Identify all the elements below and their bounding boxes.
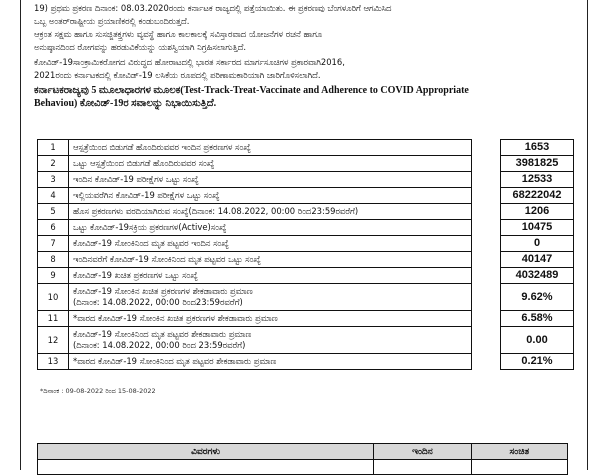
row-gap [472, 172, 501, 188]
intro-paragraph-1 [34, 2, 578, 27]
intro-line-5: ಕೋವಿಡ್-19ಸಾಂಕ್ರಾಮಿಕರೋಗದ ವಿರುದ್ಧದ ಹೋರಾಟದಲ್ಲಿ ಭಾರತ ಸರ್ಕಾರದ ಮಾರ್ಗಸೂಚಿಗಳ ಪ್ರಕಾರವಾಗಿ2016, [34, 57, 345, 67]
row-gap [472, 140, 501, 156]
row-label-line-2: (ದಿನಾಂಕ: 14.08.2022, 00:00 ರಿಂದ 23:59ರವರೆಗೆ) [73, 340, 246, 350]
row-label: *ವಾರದ ಕೋವಿಡ್-19 ಸೋಂಕಿನ ಖಚಿತ ಪ್ರಕರಣಗಳ ಶೇಕಡಾವಾರು ಪ್ರಮಾಣ [69, 311, 472, 327]
row-label: ಆಸ್ಪತ್ರೆಯಿಂದ ಬಿಡುಗಡೆ ಹೊಂದಿರುವವರ ಇಂದಿನ ಪ್ರಕರಣಗಳ ಸಂಖ್ಯೆ [69, 140, 472, 156]
intro-line-2: ಒಬ್ಬ ಅಂತರ್‌ರಾಷ್ಟ್ರೀಯ ಪ್ರಯಾಣಿಕರಲ್ಲಿ ಕಂಡುಬಂದಿರುತ್ತದೆ. [34, 15, 190, 26]
row-number: 13 [38, 354, 69, 370]
date-range-footnote: *ದಿನಾಂಕ : 09-08-2022 ರಿಂದ 15-08-2022 [40, 387, 156, 395]
table-row [38, 284, 574, 311]
row-number: 2 [38, 156, 69, 172]
row-label-line-2: (ದಿನಾಂಕ: 14.08.2022, 00:00 ರಿಂದ23:59ರವರೆಗೆ) [73, 297, 243, 307]
row-gap [472, 204, 501, 220]
table-row [38, 354, 574, 370]
table-row [38, 327, 574, 354]
intro-line-1: 19) ಪ್ರಥಮ ಪ್ರಕರಣ ದಿನಾಂಕ: 08.03.2020ರಂದು ಕರ್ನಾಟಕ ರಾಜ್ಯದಲ್ಲಿ ಪತ್ತೆಯಾಯಿತು. ಈ ಪ್ರಕರಣವು ಬೆಂಗಳೂರಿಗೆ ಆಗಮಿಸಿದ [34, 3, 392, 13]
row-value: 0.21% [501, 354, 574, 370]
row-value: 12533 [501, 172, 574, 188]
page-border-right [587, 0, 588, 470]
row-gap [472, 354, 501, 370]
row-gap [472, 220, 501, 236]
intro-paragraph-3 [34, 56, 578, 81]
header-cumulative: ಸಂಚಿತ [471, 444, 567, 460]
row-label: ಕೋವಿಡ್-19 ಸೋಂಕಿನಿಂದ ಮೃತ ಪಟ್ಟವರ ಇಂದಿನ ಸಂಖ್ಯೆ [69, 236, 472, 252]
table-row [38, 252, 574, 268]
row-value: 0.00 [501, 327, 574, 354]
row-number: 6 [38, 220, 69, 236]
table-row [38, 311, 574, 327]
covid-stats-table [37, 139, 574, 370]
row-gap [472, 236, 501, 252]
row-gap [472, 327, 501, 354]
row-number: 12 [38, 327, 69, 354]
header-today: ಇಂದಿನ [374, 444, 471, 460]
row-number: 5 [38, 204, 69, 220]
row-value: 6.58% [501, 311, 574, 327]
row-label: ಒಟ್ಟು ಕೋವಿಡ್-19ಸಕ್ರಿಯ ಪ್ರಕರಣಗಳ(Active)ಸಂಖ್ಯೆ [69, 220, 472, 236]
intro-line-6: 2021ರಂದು ಕರ್ನಾಟಕದಲ್ಲಿ ಕೋವಿಡ್-19 ಲಸಿಕೆಯ ರೂಪದಲ್ಲಿ ಪರಿಣಾಮಕಾರಿಯಾಗಿ ಜಾರಿಗೊಳಿಸಲಾಗಿದೆ. [34, 69, 321, 80]
intro-paragraph-2 [34, 28, 578, 53]
row-value: 40147 [501, 252, 574, 268]
row-value: 9.62% [501, 284, 574, 311]
row-label-line-1: ಕೋವಿಡ್-19 ಸೋಂಕಿನಿಂದ ಮೃತ ಪಟ್ಟವರ ಶೇಕಡಾವಾರು ಪ್ರಮಾಣ [73, 329, 252, 339]
table-row [38, 460, 568, 475]
row-value: 68222042 [501, 188, 574, 204]
row-label: ಇಂದಿನ ಕೋವಿಡ್-19 ಪರೀಕ್ಷೆಗಳ ಒಟ್ಟು ಸಂಖ್ಯೆ [69, 172, 472, 188]
table-header-row [38, 444, 568, 460]
row-label: ಕೋವಿಡ್-19 ಖಚಿತ ಪ್ರಕರಣಗಳ ಒಟ್ಟು ಸಂಖ್ಯೆ [69, 268, 472, 284]
row-label: ಇಂದಿನವರೆಗೆ ಕೋವಿಡ್-19 ಸೋಂಕಿನಿಂದ ಮೃತ ಪಟ್ಟವರ ಒಟ್ಟು ಸಂಖ್ಯೆ [69, 252, 472, 268]
row-value: 10475 [501, 220, 574, 236]
row-gap [472, 284, 501, 311]
row-label: ಇಲ್ಲಿಯವರೆಗಿನ ಕೋವಿಡ್-19 ಪರೀಕ್ಷೆಗಳ ಒಟ್ಟು ಸಂಖ್ಯೆ [69, 188, 472, 204]
table-row [38, 204, 574, 220]
intro-line-7: ಕರ್ನಾಟಕರಾಜ್ಯವು 5 ಮೂಲಾಧಾರಗಳ ಮೂಲಕ(Test-Track-Treat-Vaccinate and Adherence to COVID Appropriate [34, 85, 469, 96]
row-gap [472, 156, 501, 172]
intro-line-3: ಆಕ್ರಂತ ಸಕ್ಷಮ ಹಾಗೂ ಸುಸಜ್ಜಿತಕ್ತ್ರಗಳು ವ್ಯವಸ್ಥೆ ಹಾಗೂ ಕಾಲಕಾಲಕ್ಕೆ ಸವಿಸ್ತಾರವಾದ ಯೋಜನೆಗಳ ರಚನೆ ಹಾಗೂ [34, 29, 323, 39]
intro-paragraph-4 [34, 85, 578, 110]
row-value: 1653 [501, 140, 574, 156]
intro-line-4: ಅನುಷ್ಠಾನದಿಂದ ರೋಗವನ್ನು ಹರಡುವಿಕೆಯನ್ನು ಯಶಸ್ವಿಯಾಗಿ ನಿಗ್ರಹಿಸಲಾಗುತ್ತಿದೆ. [34, 41, 246, 52]
row-label: *ವಾರದ ಕೋವಿಡ್-19 ಸೋಂಕಿನಿಂದ ಮೃತ ಪಟ್ಟವರ ಶೇಕಡಾವಾರು ಪ್ರಮಾಣ [69, 354, 472, 370]
row-gap [472, 252, 501, 268]
row-gap [472, 311, 501, 327]
intro-line-8: Behaviou) ಕೋವಿಡ್-19ರ ಸವಾಲನ್ನು ನಿಭಾಯಿಸುತ್ತಿದೆ. [34, 97, 217, 109]
row-number: 7 [38, 236, 69, 252]
table-row [38, 188, 574, 204]
row-label-line-1: ಕೋವಿಡ್-19 ಸೋಂಕಿನ ಖಚಿತ ಪ್ರಕರಣಗಳ ಶೇಕಡಾವಾರು ಪ್ರಮಾಣ [73, 286, 253, 296]
row-label [69, 327, 472, 354]
row-number: 9 [38, 268, 69, 284]
row-label: ಹೊಸ ಪ್ರಕರಣಗಳು ವರದಿಯಾಗಿರುವ ಸಂಖ್ಯೆ(ದಿನಾಂಕ: 14.08.2022, 00:00 ರಿಂದ23:59ರವರೆಗೆ) [69, 204, 472, 220]
details-table [37, 443, 568, 475]
row-cell [38, 460, 374, 475]
page-border-left [20, 0, 21, 470]
table-row [38, 220, 574, 236]
table-row [38, 236, 574, 252]
row-gap [472, 268, 501, 284]
row-number: 1 [38, 140, 69, 156]
row-number: 8 [38, 252, 69, 268]
row-cell [374, 460, 471, 475]
table-row [38, 140, 574, 156]
row-value: 3981825 [501, 156, 574, 172]
row-number: 4 [38, 188, 69, 204]
header-details: ವಿವರಗಳು [38, 444, 374, 460]
row-value: 4032489 [501, 268, 574, 284]
row-value: 0 [501, 236, 574, 252]
row-number: 11 [38, 311, 69, 327]
table-row [38, 156, 574, 172]
row-label: ಒಟ್ಟು ಆಸ್ಪತ್ರೆಯಿಂದ ಬಿಡುಗಡೆ ಹೊಂದಿರುವವರ ಸಂಖ್ಯೆ [69, 156, 472, 172]
row-label [69, 284, 472, 311]
row-number: 3 [38, 172, 69, 188]
row-gap [472, 188, 501, 204]
row-value: 1206 [501, 204, 574, 220]
table-row [38, 172, 574, 188]
table-row [38, 268, 574, 284]
row-cell [471, 460, 567, 475]
row-number: 10 [38, 284, 69, 311]
